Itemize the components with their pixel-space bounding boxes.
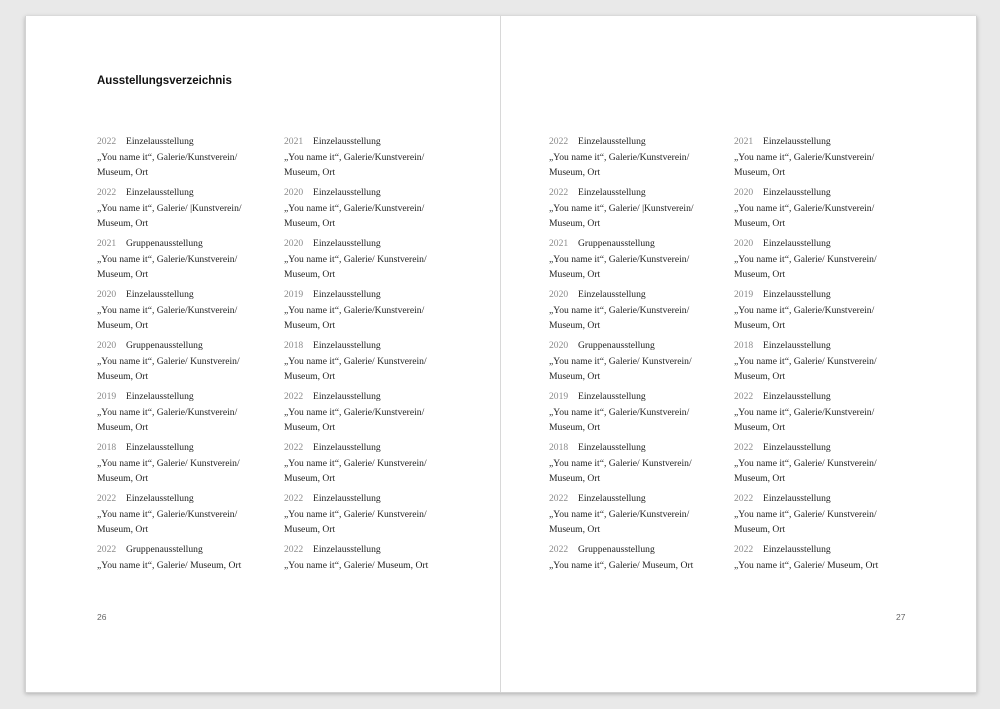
- entry-heading: [734, 185, 919, 201]
- exhibition-entry: [97, 287, 282, 334]
- exhibition-year: 2020: [97, 289, 117, 300]
- exhibition-type: Einzelausstellung: [126, 289, 194, 300]
- exhibition-type: Einzelausstellung: [763, 340, 831, 351]
- exhibition-entry: [97, 338, 282, 385]
- exhibition-entry: [549, 542, 734, 573]
- entry-heading: [734, 440, 919, 456]
- exhibition-year: 2021: [549, 238, 569, 249]
- exhibition-year: 2022: [97, 544, 117, 555]
- exhibition-type: Einzelausstellung: [763, 442, 831, 453]
- exhibition-entry: [734, 185, 919, 232]
- exhibition-entry: [284, 236, 469, 283]
- exhibition-year: 2020: [284, 187, 304, 198]
- entry-heading: [97, 440, 282, 456]
- exhibition-description: Museum, Ort: [97, 218, 149, 229]
- exhibition-type: Einzelausstellung: [126, 391, 194, 402]
- exhibition-entry: [284, 134, 469, 181]
- entry-heading: [97, 389, 282, 405]
- exhibition-entry: [97, 134, 282, 181]
- entry-heading: [284, 236, 469, 252]
- exhibition-description: Museum, Ort: [97, 167, 149, 178]
- entry-heading: [734, 491, 919, 507]
- exhibition-entry: [97, 542, 282, 573]
- exhibition-type: Einzelausstellung: [313, 391, 381, 402]
- exhibition-year: 2019: [549, 391, 569, 402]
- exhibition-description: „You name it“, Galerie/Kunstverein/: [734, 304, 875, 316]
- entry-heading: [97, 287, 282, 303]
- exhibition-entry: [549, 389, 734, 436]
- book-spread: [25, 16, 977, 693]
- exhibition-description: „You name it“, Galerie/ Kunstverein/: [734, 355, 877, 367]
- exhibition-year: 2022: [734, 442, 754, 453]
- exhibition-type: Gruppenausstellung: [126, 544, 203, 555]
- exhibition-type: Gruppenausstellung: [578, 544, 655, 555]
- exhibition-entry: [549, 236, 734, 283]
- exhibition-description: „You name it“, Galerie/Kunstverein/: [734, 202, 875, 214]
- exhibition-year: 2022: [97, 493, 117, 504]
- exhibition-description: „You name it“, Galerie/Kunstverein/: [549, 406, 690, 418]
- exhibition-year: 2022: [549, 136, 569, 147]
- exhibition-type: Einzelausstellung: [578, 391, 646, 402]
- exhibition-description: Museum, Ort: [97, 422, 149, 433]
- entry-heading: [284, 542, 469, 558]
- exhibition-description: Museum, Ort: [734, 422, 786, 433]
- exhibition-description: Museum, Ort: [284, 269, 336, 280]
- exhibition-entry: [284, 542, 469, 573]
- exhibition-year: 2020: [734, 238, 754, 249]
- exhibition-description: Museum, Ort: [734, 320, 786, 331]
- exhibition-entry: [549, 491, 734, 538]
- exhibition-type: Einzelausstellung: [763, 493, 831, 504]
- exhibition-entry: [734, 236, 919, 283]
- exhibition-description: Museum, Ort: [284, 320, 336, 331]
- exhibition-year: 2022: [97, 136, 117, 147]
- exhibition-year: 2018: [734, 340, 754, 351]
- exhibition-year: 2021: [284, 136, 304, 147]
- exhibition-description: „You name it“, Galerie/Kunstverein/: [549, 151, 690, 163]
- entry-heading: [284, 185, 469, 201]
- entry-heading: [284, 389, 469, 405]
- exhibition-entry: [97, 491, 282, 538]
- entry-heading: [549, 287, 734, 303]
- exhibition-description: „You name it“, Galerie/Kunstverein/: [284, 151, 425, 163]
- exhibition-entry: [284, 338, 469, 385]
- entry-heading: [549, 185, 734, 201]
- exhibition-year: 2022: [549, 544, 569, 555]
- exhibition-entry: [284, 440, 469, 487]
- entry-heading: [284, 134, 469, 150]
- exhibition-type: Einzelausstellung: [763, 238, 831, 249]
- exhibition-description: „You name it“, Galerie/ Kunstverein/: [284, 355, 427, 367]
- exhibition-description: Museum, Ort: [97, 524, 149, 535]
- exhibition-description: „You name it“, Galerie/ |Kunstverein/: [97, 202, 242, 214]
- exhibition-description: Museum, Ort: [549, 167, 601, 178]
- entry-heading: [97, 134, 282, 150]
- exhibition-type: Einzelausstellung: [126, 136, 194, 147]
- exhibition-type: Einzelausstellung: [313, 493, 381, 504]
- page-number-left: 26: [97, 612, 107, 622]
- entry-heading: [549, 542, 734, 558]
- entry-heading: [284, 491, 469, 507]
- exhibition-description: „You name it“, Galerie/Kunstverein/: [97, 151, 238, 163]
- exhibition-year: 2019: [284, 289, 304, 300]
- exhibition-year: 2019: [734, 289, 754, 300]
- exhibition-description: „You name it“, Galerie/ Kunstverein/: [734, 253, 877, 265]
- exhibition-type: Einzelausstellung: [763, 136, 831, 147]
- exhibition-year: 2018: [97, 442, 117, 453]
- exhibition-description: „You name it“, Galerie/Kunstverein/: [284, 304, 425, 316]
- exhibition-description: „You name it“, Galerie/Kunstverein/: [284, 406, 425, 418]
- exhibition-description: Museum, Ort: [549, 524, 601, 535]
- exhibition-description: „You name it“, Galerie/ Kunstverein/: [734, 457, 877, 469]
- exhibition-entry: [97, 389, 282, 436]
- exhibition-year: 2018: [549, 442, 569, 453]
- exhibition-description: Museum, Ort: [97, 320, 149, 331]
- entry-heading: [734, 338, 919, 354]
- exhibition-description: „You name it“, Galerie/Kunstverein/: [97, 406, 238, 418]
- exhibition-description: Museum, Ort: [734, 167, 786, 178]
- exhibition-description: „You name it“, Galerie/ Kunstverein/: [284, 508, 427, 520]
- exhibition-description: Museum, Ort: [734, 371, 786, 382]
- exhibition-description: Museum, Ort: [549, 473, 601, 484]
- exhibition-description: „You name it“, Galerie/Kunstverein/: [97, 508, 238, 520]
- entry-heading: [734, 134, 919, 150]
- exhibition-type: Einzelausstellung: [763, 187, 831, 198]
- exhibition-description: Museum, Ort: [284, 422, 336, 433]
- page-number-right: 27: [896, 612, 906, 622]
- entry-heading: [97, 185, 282, 201]
- exhibition-entry: [284, 389, 469, 436]
- exhibition-year: 2022: [549, 493, 569, 504]
- exhibition-description: Museum, Ort: [549, 269, 601, 280]
- exhibition-description: „You name it“, Galerie/Kunstverein/: [97, 253, 238, 265]
- exhibition-entry: [734, 440, 919, 487]
- entry-heading: [734, 542, 919, 558]
- exhibition-year: 2022: [734, 391, 754, 402]
- exhibition-description: „You name it“, Galerie/ Kunstverein/: [97, 457, 240, 469]
- exhibition-type: Einzelausstellung: [313, 187, 381, 198]
- exhibition-entry: [734, 542, 919, 573]
- exhibition-description: „You name it“, Galerie/Kunstverein/: [284, 202, 425, 214]
- entry-heading: [549, 236, 734, 252]
- exhibition-description: „You name it“, Galerie/Kunstverein/: [97, 304, 238, 316]
- exhibition-type: Gruppenausstellung: [578, 340, 655, 351]
- exhibition-type: Einzelausstellung: [578, 187, 646, 198]
- exhibition-entry: [734, 134, 919, 181]
- exhibition-type: Einzelausstellung: [763, 544, 831, 555]
- exhibition-year: 2022: [284, 493, 304, 504]
- exhibition-description: „You name it“, Galerie/ Museum, Ort: [734, 559, 879, 571]
- exhibition-type: Gruppenausstellung: [126, 340, 203, 351]
- exhibition-description: „You name it“, Galerie/ Museum, Ort: [284, 559, 429, 571]
- exhibition-type: Einzelausstellung: [313, 442, 381, 453]
- entry-heading: [549, 440, 734, 456]
- exhibition-description: Museum, Ort: [284, 371, 336, 382]
- exhibition-description: Museum, Ort: [734, 218, 786, 229]
- exhibition-year: 2022: [284, 544, 304, 555]
- exhibition-entry: [734, 287, 919, 334]
- exhibition-year: 2020: [284, 238, 304, 249]
- exhibition-description: „You name it“, Galerie/Kunstverein/: [734, 406, 875, 418]
- exhibition-type: Einzelausstellung: [578, 442, 646, 453]
- exhibition-year: 2022: [734, 493, 754, 504]
- exhibition-type: Einzelausstellung: [313, 544, 381, 555]
- entry-heading: [734, 389, 919, 405]
- exhibition-type: Gruppenausstellung: [126, 238, 203, 249]
- exhibition-description: Museum, Ort: [549, 320, 601, 331]
- exhibition-entry: [284, 491, 469, 538]
- exhibition-year: 2020: [549, 289, 569, 300]
- entry-heading: [284, 440, 469, 456]
- exhibition-description: „You name it“, Galerie/ Kunstverein/: [284, 253, 427, 265]
- exhibition-entry: [284, 185, 469, 232]
- exhibition-year: 2020: [734, 187, 754, 198]
- entry-heading: [734, 236, 919, 252]
- exhibition-description: „You name it“, Galerie/Kunstverein/: [549, 304, 690, 316]
- exhibition-description: Museum, Ort: [734, 524, 786, 535]
- exhibition-year: 2022: [284, 391, 304, 402]
- exhibition-description: Museum, Ort: [734, 269, 786, 280]
- exhibition-description: „You name it“, Galerie/ Museum, Ort: [549, 559, 694, 571]
- entry-heading: [97, 236, 282, 252]
- exhibition-entry: [549, 185, 734, 232]
- exhibition-description: Museum, Ort: [97, 269, 149, 280]
- exhibition-description: „You name it“, Galerie/ Kunstverein/: [284, 457, 427, 469]
- exhibition-description: Museum, Ort: [549, 218, 601, 229]
- exhibition-description: Museum, Ort: [97, 371, 149, 382]
- exhibition-year: 2021: [734, 136, 754, 147]
- exhibition-year: 2020: [97, 340, 117, 351]
- exhibition-year: 2021: [97, 238, 117, 249]
- entry-heading: [97, 542, 282, 558]
- exhibition-entry: [549, 287, 734, 334]
- exhibition-entry: [97, 185, 282, 232]
- exhibition-year: 2022: [97, 187, 117, 198]
- exhibition-type: Einzelausstellung: [763, 391, 831, 402]
- exhibition-entry: [549, 440, 734, 487]
- exhibition-year: 2018: [284, 340, 304, 351]
- exhibition-entry: [97, 440, 282, 487]
- exhibition-entry: [734, 389, 919, 436]
- entry-heading: [97, 338, 282, 354]
- exhibition-type: Einzelausstellung: [126, 493, 194, 504]
- exhibition-description: „You name it“, Galerie/Kunstverein/: [549, 508, 690, 520]
- entry-heading: [549, 134, 734, 150]
- entry-heading: [549, 338, 734, 354]
- exhibition-year: 2019: [97, 391, 117, 402]
- exhibition-type: Einzelausstellung: [313, 136, 381, 147]
- exhibition-type: Einzelausstellung: [313, 238, 381, 249]
- exhibition-description: Museum, Ort: [284, 524, 336, 535]
- page-title: Ausstellungsverzeichnis: [97, 75, 232, 87]
- exhibition-type: Einzelausstellung: [313, 289, 381, 300]
- exhibition-description: „You name it“, Galerie/ Kunstverein/: [549, 457, 692, 469]
- entry-heading: [284, 338, 469, 354]
- exhibition-entry: [97, 236, 282, 283]
- exhibition-description: „You name it“, Galerie/Kunstverein/: [734, 151, 875, 163]
- exhibition-description: „You name it“, Galerie/ Museum, Ort: [97, 559, 242, 571]
- exhibition-description: Museum, Ort: [284, 218, 336, 229]
- exhibition-description: Museum, Ort: [549, 371, 601, 382]
- exhibition-entry: [734, 338, 919, 385]
- entry-heading: [284, 287, 469, 303]
- exhibition-description: Museum, Ort: [284, 167, 336, 178]
- exhibition-year: 2022: [549, 187, 569, 198]
- exhibition-description: Museum, Ort: [549, 422, 601, 433]
- exhibition-year: 2022: [734, 544, 754, 555]
- page-gutter: [500, 16, 501, 692]
- entry-heading: [97, 491, 282, 507]
- exhibition-description: Museum, Ort: [734, 473, 786, 484]
- exhibition-description: „You name it“, Galerie/ |Kunstverein/: [549, 202, 694, 214]
- exhibition-year: 2020: [549, 340, 569, 351]
- exhibition-entry: [549, 134, 734, 181]
- exhibition-description: Museum, Ort: [97, 473, 149, 484]
- exhibition-description: „You name it“, Galerie/ Kunstverein/: [734, 508, 877, 520]
- exhibition-description: „You name it“, Galerie/ Kunstverein/: [97, 355, 240, 367]
- exhibition-description: „You name it“, Galerie/ Kunstverein/: [549, 355, 692, 367]
- exhibition-type: Einzelausstellung: [126, 187, 194, 198]
- entry-heading: [549, 389, 734, 405]
- exhibition-entry: [734, 491, 919, 538]
- exhibition-description: „You name it“, Galerie/Kunstverein/: [549, 253, 690, 265]
- exhibition-type: Einzelausstellung: [578, 289, 646, 300]
- exhibition-type: Einzelausstellung: [578, 136, 646, 147]
- exhibition-type: Einzelausstellung: [763, 289, 831, 300]
- exhibition-year: 2022: [284, 442, 304, 453]
- exhibition-entry: [549, 338, 734, 385]
- exhibition-type: Einzelausstellung: [313, 340, 381, 351]
- exhibition-type: Gruppenausstellung: [578, 238, 655, 249]
- exhibition-type: Einzelausstellung: [578, 493, 646, 504]
- exhibition-entry: [284, 287, 469, 334]
- exhibition-description: Museum, Ort: [284, 473, 336, 484]
- exhibition-type: Einzelausstellung: [126, 442, 194, 453]
- entry-heading: [734, 287, 919, 303]
- entry-heading: [549, 491, 734, 507]
